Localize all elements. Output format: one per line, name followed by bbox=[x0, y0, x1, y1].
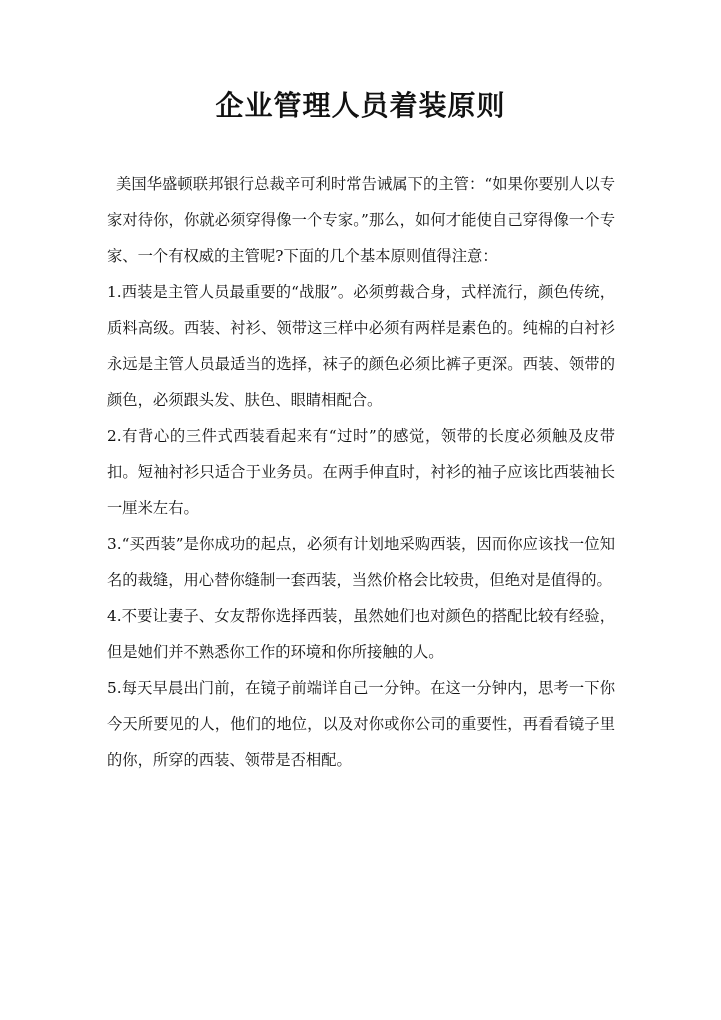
principle-1-paragraph: 1.西装是主管人员最重要的“战服”。必须剪裁合身，式样流行，颜色传统，质料高级。西装、衬衫、领带这三样中必须有两样是素色的。纯棉的白衬衫永远是主管人员最适当的选择，袜子的颜色必须比裤子更深。西装、领带的颜色，必须跟头发、肤色、眼睛相配合。 bbox=[107, 283, 615, 409]
principle-5-paragraph: 5.每天早晨出门前，在镜子前端详自己一分钟。在这一分钟内，思考一下你今天所要见的人，他们的地位，以及对你或你公司的重要性，再看看镜子里的你，所穿的西装、领带是否相配。 bbox=[107, 679, 615, 769]
document-body bbox=[107, 166, 615, 778]
principle-2-paragraph: 2.有背心的三件式西装看起来有“过时”的感觉，领带的长度必须触及皮带扣。短袖衬衫只适合于业务员。在两手伸直时，衬衫的袖子应该比西装袖长一厘米左右。 bbox=[107, 427, 615, 517]
document-title: 企业管理人员着装原则 bbox=[215, 89, 506, 122]
principle-4-paragraph: 4.不要让妻子、女友帮你选择西装，虽然她们也对颜色的搭配比较有经验，但是她们并不熟悉你工作的环境和你所接触的人。 bbox=[107, 607, 615, 661]
principle-3-paragraph: 3.“买西装”是你成功的起点，必须有计划地采购西装，因而你应该找一位知名的裁缝，用心替你缝制一套西装，当然价格会比较贵，但绝对是值得的。 bbox=[107, 535, 615, 589]
intro-paragraph: 美国华盛顿联邦银行总裁辛可利时常告诫属下的主管：“如果你要别人以专家对待你，你就必须穿得像一个专家。”那么，如何才能使自己穿得像一个专家、一个有权威的主管呢?下面的几个基本原则值得注意： bbox=[107, 175, 615, 265]
